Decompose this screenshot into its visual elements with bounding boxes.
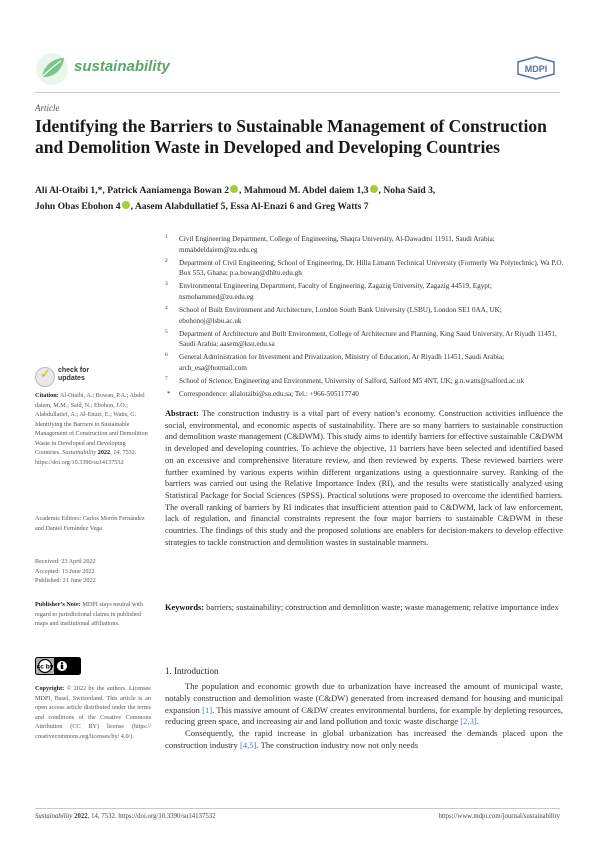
paragraph-text: .: [476, 716, 479, 727]
author-group-2: , Mahmoud M. Abdel daiem 1,3: [239, 185, 369, 196]
affiliation-item: [165, 281, 565, 302]
footer-journal: Sustainability: [35, 813, 73, 820]
editors-text: Academic Editors: Carlos Morón Fernández and Daniel Ferrández Vega: [35, 515, 145, 532]
paragraph: [165, 681, 563, 728]
article-title: Identifying the Barriers to Sustainable Management of Construction and Demolition Waste in Developed and Developing Countries: [35, 116, 547, 157]
correspondence: [165, 389, 565, 400]
paragraph-text: . The construction industry now not only needs: [256, 739, 419, 750]
affiliation-number: *: [167, 390, 171, 399]
academic-editors: [35, 514, 151, 533]
affiliation-item: [165, 258, 565, 279]
affiliation-number: 7: [165, 376, 168, 383]
correspondence-text[interactable]: Correspondence: alialotaibi@su.edu.sa; Tel.: +966-505117740: [179, 390, 359, 399]
mdpi-logo-icon[interactable]: [516, 56, 556, 80]
affiliation-text: Department of Civil Engineering, School of Engineering, Dr. Hilla Limann Technical University (Formerly Wa Polytechnic), Wa P.O. Box 553, Ghana; p.a.bowan@dhltu.edu.gh: [179, 258, 564, 278]
affiliation-text: School of Science, Engineering and Environment, University of Salford, Salford M5 4NT, UK; g.n.watts@salford.ac.uk: [179, 377, 525, 386]
affiliation-item: [165, 329, 565, 350]
affiliation-item: [165, 305, 565, 326]
affiliation-number: 5: [165, 328, 168, 335]
section-heading-introduction: 1. Introduction: [165, 666, 219, 676]
footer-doi: , 14, 7532. https://doi.org/10.3390/su14137532: [87, 813, 216, 820]
copyright-text: © 2022 by the authors. Licensee MDPI, Basel, Switzerland. This article is an open access article distributed under the terms and conditions of the Creative Commons Attribution (CC BY) license (https:// creativecommons.org/licenses/by/ 4.0/).: [35, 685, 151, 740]
affiliation-number: 3: [165, 281, 168, 288]
journal-name[interactable]: sustainability: [74, 58, 170, 75]
citation-label: Citation:: [35, 392, 59, 399]
affiliation-number: 6: [165, 352, 168, 359]
citation-text: Al-Otaibi, A.; Bowan, P.A.; Abdel daiem, M.M.; Said, N.; Ebohon, J.O.; Alabdullatief, A.; Al-Enazi, E.; Watts, G. Identifying the Barriers to Sustainable Management of Construction and Demolition Waste in Developed and Developing Countries.: [35, 392, 148, 456]
publisher-note: [35, 600, 151, 629]
paragraph: [165, 728, 563, 752]
header-divider: [35, 92, 560, 93]
check-updates-icon: ✓: [35, 367, 55, 387]
author-group-1: Ali Al-Otaibi 1,*, Patrick Aaniamenga Bowan 2: [35, 185, 230, 196]
keywords: [165, 602, 563, 614]
affiliations: [165, 234, 565, 403]
citation-year: 2022: [97, 449, 111, 456]
orcid-icon[interactable]: [122, 201, 130, 209]
author-group-3: , Noha Said 3,: [378, 185, 436, 196]
copyright-label: Copyright:: [35, 685, 65, 692]
published-date: Published: 21 June 2022: [35, 577, 96, 584]
abstract: [165, 408, 563, 548]
keywords-label: Keywords:: [165, 603, 205, 612]
keywords-text: barriers; sustainability; construction and demolition waste; waste management; relative importance index: [206, 603, 559, 612]
orcid-icon[interactable]: [370, 185, 378, 193]
check-updates-line1: check for: [58, 367, 90, 374]
received-date: Received: 23 April 2022: [35, 558, 96, 565]
citation-doi[interactable]: 7532. https://doi.org/10.3390/su14137532: [35, 449, 137, 466]
article-dates: [35, 557, 151, 586]
paragraph-text: Consequently, the rapid increase in global urbanization has increased the demands placed upon the construction industry: [165, 728, 563, 750]
footer-year: 2022: [74, 813, 88, 820]
paragraph-text: The population and economic growth due to urbanization have increased the amount of municipal waste, notably construction and demolition waste (C&DW) generated from increased demand for housing and municipal expansion: [165, 681, 563, 715]
check-updates-line2: updates: [58, 375, 85, 382]
cc-badge-text: cc by: [36, 663, 54, 671]
affiliation-item: [165, 376, 565, 387]
affiliation-item: [165, 352, 565, 373]
affiliation-number: 1: [165, 234, 168, 240]
author-group-4: John Obas Ebohon 4: [35, 201, 121, 212]
mdpi-logo-text: MDPI: [524, 64, 548, 74]
introduction-body: [165, 681, 563, 752]
affiliation-text: Environmental Engineering Department, Faculty of Engineering, Zagazig University, Zagazig 44519, Egypt; nsmohammed@zu.edu.eg: [179, 282, 492, 301]
copyright-block: [35, 684, 151, 741]
citation-link[interactable]: [2,3]: [460, 716, 477, 727]
author-group-5: , Aasem Alabdullatief 5, Essa Al-Enazi 6 and Greg Watts 7: [130, 201, 369, 212]
affiliation-number: 2: [165, 257, 168, 264]
footer-divider: [35, 808, 560, 809]
citation-block: Citation: Al-Otaibi, A.; Bowan, P.A.; Abdel daiem, M.M.; Said, N.; Ebohon, J.O.; Alabdullatief, A.; Al-Enazi, E.; Watts, G. Identifying the Barriers to Sustainable Management of Construction and Demolition Waste in Developed and Developing Countries. Sustainability 2022, 14, 7532. https://doi.org/10.3390/su14137532: [35, 392, 148, 466]
footer-citation[interactable]: [35, 813, 216, 820]
publisher-note-label: Publisher’s Note:: [35, 601, 81, 608]
abstract-label: Abstract:: [165, 409, 199, 418]
footer-journal-url[interactable]: https://www.mdpi.com/journal/sustainability: [438, 813, 560, 820]
citation-link[interactable]: [1]: [202, 704, 213, 715]
paragraph-text: . This massive amount of C&DW creates environmental burdens, for example by depleting resources, reducing green space, and increasing air and land pollution and toxic waste discharge: [165, 704, 564, 727]
affiliation-text: General Administration for Investment and Privatization, Ministry of Education, Ar Riyadh 11451, Saudi Arabia; arch_esa@hotmail.com: [179, 353, 505, 372]
affiliation-text: Civil Engineering Department, College of Engineering, Shaqra University, Al-Dawadmi 11911, Saudi Arabia; mmabdeldaiem@zu.edu.eg: [179, 235, 495, 254]
citation-journal: Sustainability: [62, 449, 97, 456]
affiliation-text: Department of Architecture and Built Environment, College of Architecture and Planning, King Saud University, Ar Riyadh 11451, Saudi Arabia; aasem@ksu.edu.sa: [179, 329, 557, 349]
affiliation-item: [165, 234, 565, 255]
check-for-updates-badge[interactable]: [35, 365, 105, 389]
article-type: Article: [35, 103, 60, 113]
citation-volume: 14,: [113, 449, 121, 456]
abstract-text: The construction industry is a vital part of every nation’s economy. Construction activities influence the social, environmental, and economic aspects of sustainability. There are so many barriers to sustainable construction and demolition waste management (C&DWM). This study aims to identify barriers for effective sustainable C&DWM in developed and developing countries. To achieve the objective, 11 barriers have been selected and identified based on an excessive and comprehensive literature review, and then reviewed by experts. These reviewed barriers were further examined by various experts within different organizations using a questionnaire survey. Ranking of the barriers was carried out using the Relative Importance Index (RI), and the results were statistically analyzed using Statistical Package for Social Sciences (SPSS). Practical solutions were proposed to overcome the identified barriers. The overall ranking of barriers by RI indicates that insufficient attention paid to C&DWM, lack of law enforcement, lack of regulation, and financial constraints represent the four major barriers to sustainable C&DWM in these countries. The findings of this study and the proposed solutions are enablers for decision-makers to develop effective strategies to tackle construction and demolition wastes in sustainable manners.: [165, 409, 563, 547]
affiliation-number: 4: [165, 305, 168, 312]
citation-link[interactable]: [4,5]: [239, 739, 257, 750]
publisher-note-text: MDPI stays neutral with regard to jurisdictional claims in published maps and institutional affiliations.: [35, 601, 143, 627]
journal-logo-icon: [35, 52, 69, 86]
author-list: [35, 183, 565, 215]
orcid-icon[interactable]: [230, 185, 238, 193]
affiliation-text: School of Built Environment and Architecture, London South Bank University (LSBU), London SE1 0AA, UK; ebohonoj@lsbu.ac.uk: [179, 306, 502, 325]
accepted-date: Accepted: 13 June 2022: [35, 567, 95, 575]
cc-by-license-icon[interactable]: [35, 657, 81, 675]
